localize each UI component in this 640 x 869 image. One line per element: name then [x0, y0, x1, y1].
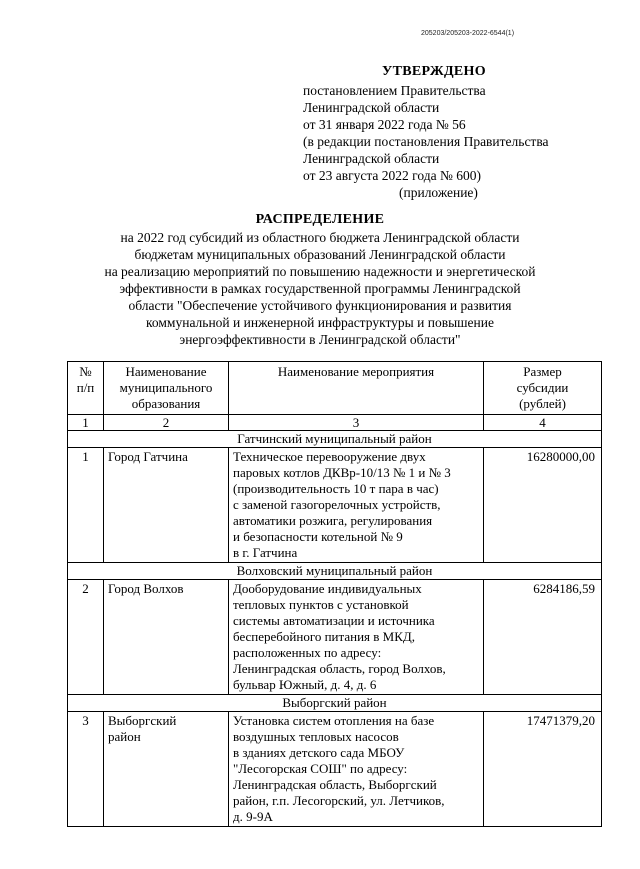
column-number: 3	[229, 415, 484, 431]
table-row	[68, 448, 602, 563]
header-amount: Размер субсидии (рублей)	[484, 362, 602, 415]
row-amount: 6284186,59	[484, 580, 602, 695]
approval-heading: УТВЕРЖДЕНО	[382, 64, 486, 79]
column-number: 2	[104, 415, 229, 431]
approval-line: Ленинградской области	[303, 151, 440, 166]
subtitle-line: эффективности в рамках государственной программы Ленинградской	[119, 281, 521, 296]
district-name: Волховский муниципальный район	[68, 563, 602, 580]
header-municipality: Наименование муниципального образования	[104, 362, 229, 415]
approval-line: постановлением Правительства	[303, 83, 486, 98]
approval-block	[303, 82, 549, 201]
column-number: 4	[484, 415, 602, 431]
row-amount: 16280000,00	[484, 448, 602, 563]
header-num: № п/п	[68, 362, 104, 415]
row-activity: Дооборудование индивидуальных тепловых пунктов с установкой системы автоматизации и источника бесперебойного питания в МКД, расположенных по адресу: Ленинградская область, город Волхов, бульвар Южный, д. 4, д. 6	[229, 580, 484, 695]
subtitle-line: на 2022 год субсидий из областного бюджета Ленинградской области	[120, 230, 520, 245]
row-municipality: Город Гатчина	[104, 448, 229, 563]
approval-line: от 23 августа 2022 года № 600)	[303, 168, 481, 183]
document-subtitle	[0, 229, 640, 348]
table-header-row	[68, 362, 602, 415]
row-activity: Установка систем отопления на базе воздушных тепловых насосов в зданиях детского сада МБОУ "Лесогорская СОШ" по адресу: Ленинградская область, Выборгский район, г.п. Лесогорский, ул. Летчиков, д. 9-9А	[229, 712, 484, 827]
row-num: 1	[68, 448, 104, 563]
row-municipality: Город Волхов	[104, 580, 229, 695]
table-row	[68, 580, 602, 695]
column-number: 1	[68, 415, 104, 431]
column-numbers-row	[68, 415, 602, 431]
district-name: Выборгский район	[68, 695, 602, 712]
subtitle-line: коммунальной и инженерной инфраструктуры и повышение	[146, 315, 494, 330]
row-num: 2	[68, 580, 104, 695]
district-name: Гатчинский муниципальный район	[68, 431, 602, 448]
approval-line: от 31 января 2022 года № 56	[303, 117, 466, 132]
district-row	[68, 695, 602, 712]
subtitle-line: на реализацию мероприятий по повышению надежности и энергетической	[104, 264, 536, 279]
subtitle-line: энергоэффективности в Ленинградской области"	[179, 332, 461, 347]
approval-line: (приложение)	[399, 185, 478, 200]
subsidy-table	[67, 361, 602, 827]
header-activity: Наименование мероприятия	[229, 362, 484, 415]
subtitle-line: области "Обеспечение устойчивого функционирования и развития	[128, 298, 512, 313]
subtitle-line: бюджетам муниципальных образований Ленинградской области	[134, 247, 506, 262]
row-activity: Техническое перевооружение двух паровых котлов ДКВр-10/13 № 1 и № 3 (производительность 10 т пара в час) с заменой газогорелочных устройств, автоматики розжига, регулирования и безопасности котельной № 9 в г. Гатчина	[229, 448, 484, 563]
approval-line: (в редакции постановления Правительства	[303, 134, 549, 149]
district-row	[68, 431, 602, 448]
row-amount: 17471379,20	[484, 712, 602, 827]
document-title: РАСПРЕДЕЛЕНИЕ	[255, 212, 385, 227]
district-row	[68, 563, 602, 580]
row-num: 3	[68, 712, 104, 827]
document-id: 205203/205203-2022-6544(1)	[421, 30, 515, 37]
table-row	[68, 712, 602, 827]
row-municipality: Выборгский район	[104, 712, 229, 827]
approval-line: Ленинградской области	[303, 100, 440, 115]
